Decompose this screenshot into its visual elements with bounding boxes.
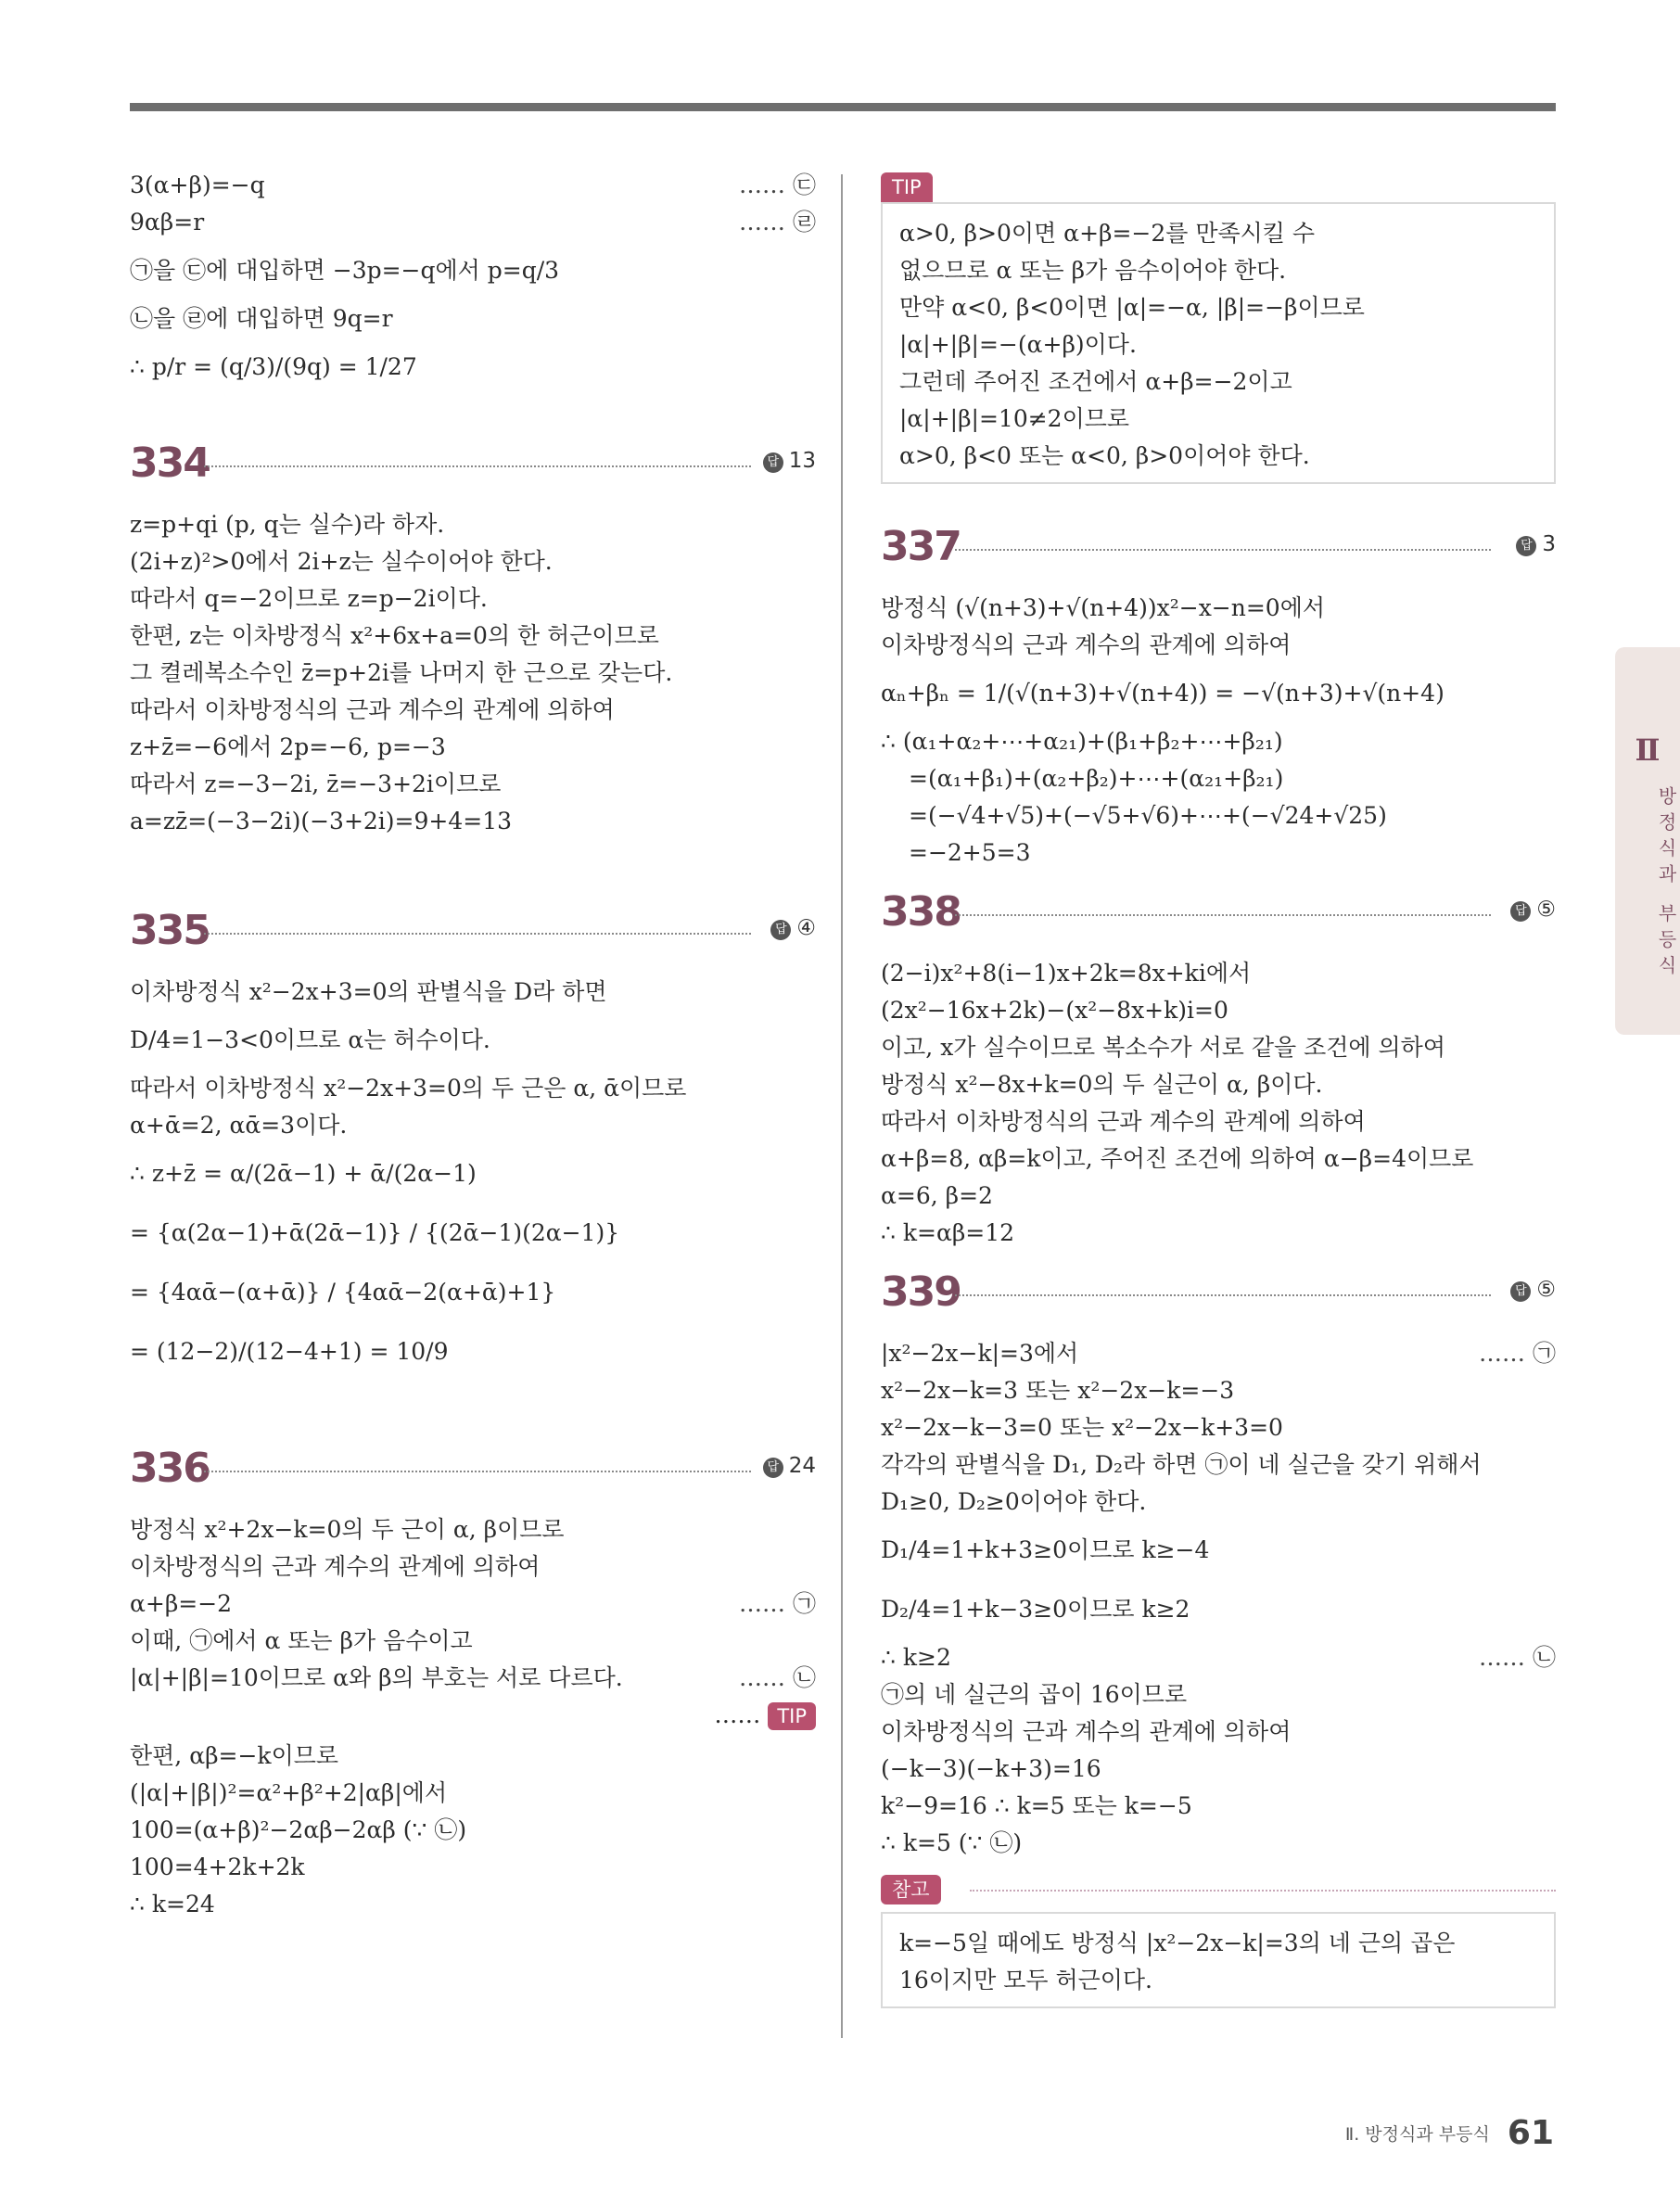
problem-header-336 bbox=[130, 1443, 816, 1495]
solution-line: x²−2x−k−3=0 또는 x²−2x−k+3=0 bbox=[881, 1414, 1283, 1441]
leader-dots bbox=[204, 933, 751, 935]
solution-line: z=p+qi (p, q는 실수)라 하자. bbox=[130, 511, 445, 538]
solution-line: D₂/4=1+k−3≥0이므로 k≥2 bbox=[881, 1596, 1190, 1623]
solution-line: ∴ k=αβ=12 bbox=[881, 1219, 1015, 1246]
solution-line: 이차방정식 x²−2x+3=0의 판별식을 D라 하면 bbox=[130, 978, 607, 1005]
intro-solution bbox=[130, 167, 816, 397]
leader-dots bbox=[955, 1294, 1491, 1296]
solution-line: 한편, αβ=−k이므로 bbox=[130, 1742, 339, 1769]
chapter-title-vertical: 방정식과 부등식 bbox=[1655, 786, 1677, 982]
intro-line: 3(α+β)=−q …… ㉢ bbox=[130, 167, 816, 204]
tip-block bbox=[881, 172, 1556, 484]
solution-line: αₙ+βₙ = 1/(√(n+3)+√(n+4)) = −√(n+3)+√(n+4) bbox=[881, 680, 1445, 707]
answer: 답 13 bbox=[763, 449, 816, 473]
solution-337 bbox=[881, 590, 1556, 872]
reference-header bbox=[881, 1875, 1556, 1906]
tip-line: α>0, β>0이면 α+β=−2를 만족시킬 수 bbox=[899, 220, 1316, 247]
solution-line: 방정식 x²−8x+k=0의 두 실근이 α, β이다. bbox=[881, 1071, 1323, 1098]
solution-339 bbox=[881, 1335, 1556, 1862]
solution-line: D₁≥0, D₂≥0이어야 한다. bbox=[881, 1488, 1147, 1515]
solution-line: 그 켤레복소수인 z̄=p+2i를 나머지 한 근으로 갖는다. bbox=[130, 659, 673, 686]
answer: 답 3 bbox=[1516, 532, 1556, 556]
answer-icon: 답 bbox=[1510, 1281, 1531, 1302]
solution-line: 각각의 판별식을 D₁, D₂라 하면 ㉠이 네 실근을 갖기 위해서 bbox=[881, 1451, 1482, 1478]
solution-line: |α|+|β|=10이므로 α와 β의 부호는 서로 다르다. …… ㉡ bbox=[130, 1660, 816, 1697]
circled-mark: …… ㉠ bbox=[739, 1590, 816, 1617]
problem-header-335 bbox=[130, 905, 816, 957]
solution-line: =(α₁+β₁)+(α₂+β₂)+⋯+(α₂₁+β₂₁) bbox=[909, 765, 1284, 792]
intro-line: ㉡을 ㉣에 대입하면 9q=r bbox=[130, 305, 393, 332]
solution-line: 방정식 (√(n+3)+√(n+4))x²−x−n=0에서 bbox=[881, 594, 1326, 621]
solution-line: α+β=8, αβ=k이고, 주어진 조건에 의하여 α−β=4이므로 bbox=[881, 1145, 1474, 1172]
solution-line: 100=4+2k+2k bbox=[130, 1853, 305, 1880]
solution-line: 한편, z는 이차방정식 x²+6x+a=0의 한 허근이므로 bbox=[130, 622, 659, 649]
problem-number: 335 bbox=[130, 907, 210, 954]
solution-line: (−k−3)(−k+3)=16 bbox=[881, 1755, 1101, 1782]
solution-line: 이차방정식의 근과 계수의 관계에 의하여 bbox=[130, 1553, 541, 1580]
solution-line: =−2+5=3 bbox=[909, 839, 1031, 866]
top-rule bbox=[130, 103, 1556, 111]
answer: 답 ④ bbox=[770, 916, 816, 940]
solution-line: α+ᾱ=2, αᾱ=3이다. bbox=[130, 1112, 348, 1139]
solution-line: z+z̄=−6에서 2p=−6, p=−3 bbox=[130, 733, 446, 760]
answer-icon: 답 bbox=[1510, 901, 1531, 922]
solution-line: 따라서 q=−2이므로 z=p−2i이다. bbox=[130, 585, 488, 612]
solution-line: 이차방정식의 근과 계수의 관계에 의하여 bbox=[881, 631, 1292, 658]
solution-line: ∴ k=5 (∵ ㉡) bbox=[881, 1829, 1023, 1856]
answer-icon: 답 bbox=[763, 452, 783, 473]
intro-line: ∴ p/r = (q/3)/(9q) = 1/27 bbox=[130, 353, 417, 380]
solution-line: 따라서 z=−3−2i, z̄=−3+2i이므로 bbox=[130, 771, 502, 797]
chapter-roman: Ⅱ bbox=[1635, 732, 1661, 768]
answer: 답 ⑤ bbox=[1510, 898, 1556, 922]
solution-line: ∴ k=24 bbox=[130, 1891, 215, 1917]
tip-line: 없으므로 α 또는 β가 음수이어야 한다. bbox=[899, 257, 1287, 284]
reference-block bbox=[881, 1875, 1556, 2008]
problem-number: 338 bbox=[881, 888, 961, 936]
solution-line: 100=(α+β)²−2αβ−2αβ (∵ ㉡) bbox=[130, 1816, 467, 1843]
tip-line: 그런데 주어진 조건에서 α+β=−2이고 bbox=[899, 368, 1292, 395]
leader-dots bbox=[204, 1471, 751, 1472]
solution-line: 따라서 이차방정식의 근과 계수의 관계에 의하여 bbox=[881, 1108, 1366, 1135]
chapter-side-tab bbox=[1615, 647, 1680, 1035]
tip-line: 만약 α<0, β<0이면 |α|=−α, |β|=−β이므로 bbox=[899, 294, 1365, 321]
solution-line: (2−i)x²+8(i−1)x+2k=8x+ki에서 bbox=[881, 960, 1252, 987]
reference-rule bbox=[970, 1890, 1556, 1892]
problem-header-338 bbox=[881, 886, 1556, 938]
intro-line: ㉠을 ㉢에 대입하면 −3p=−q에서 p=q/3 bbox=[130, 257, 560, 284]
solution-line: 이차방정식의 근과 계수의 관계에 의하여 bbox=[881, 1718, 1292, 1745]
answer-icon: 답 bbox=[1516, 536, 1536, 556]
circled-mark: …… ㉡ bbox=[739, 1664, 816, 1691]
tip-box bbox=[881, 202, 1556, 484]
answer: 답 ⑤ bbox=[1510, 1278, 1556, 1302]
solution-line: x²−2x−k=3 또는 x²−2x−k=−3 bbox=[881, 1377, 1235, 1404]
answer: 답 24 bbox=[763, 1454, 816, 1478]
tip-badge: TIP bbox=[768, 1702, 816, 1730]
solution-335 bbox=[130, 974, 816, 1382]
answer-icon: 답 bbox=[763, 1458, 783, 1478]
solution-line: 이고, x가 실수이므로 복소수가 서로 같을 조건에 의하여 bbox=[881, 1034, 1445, 1061]
tip-line: |α|+|β|=10≠2이므로 bbox=[899, 405, 1130, 432]
solution-line: 방정식 x²+2x−k=0의 두 근이 α, β이므로 bbox=[130, 1516, 565, 1543]
page-number: 61 bbox=[1507, 2114, 1554, 2152]
solution-line: D₁/4=1+k+3≥0이므로 k≥−4 bbox=[881, 1536, 1210, 1563]
solution-line: 이때, ㉠에서 α 또는 β가 음수이고 bbox=[130, 1627, 473, 1654]
solution-line: = {α(2α−1)+ᾱ(2ᾱ−1)} / {(2ᾱ−1)(2α−1)} bbox=[130, 1219, 620, 1246]
problem-number: 336 bbox=[130, 1445, 210, 1492]
solution-line: ∴ (α₁+α₂+⋯+α₂₁)+(β₁+β₂+⋯+β₂₁) bbox=[881, 728, 1283, 755]
solution-line: ㉠의 네 실근의 곱이 16이므로 bbox=[881, 1681, 1188, 1708]
solution-line: (2i+z)²>0에서 2i+z는 실수이어야 한다. bbox=[130, 548, 553, 575]
problem-header-337 bbox=[881, 521, 1556, 573]
solution-line: = (12−2)/(12−4+1) = 10/9 bbox=[130, 1338, 449, 1365]
solution-line: =(−√4+√5)+(−√5+√6)+⋯+(−√24+√25) bbox=[909, 802, 1387, 829]
solution-line: = {4αᾱ−(α+ᾱ)} / {4αᾱ−2(α+ᾱ)+1} bbox=[130, 1279, 556, 1306]
solution-line: D/4=1−3<0이므로 α는 허수이다. bbox=[130, 1026, 490, 1053]
page-footer bbox=[1345, 2114, 1554, 2152]
problem-header-334 bbox=[130, 438, 816, 490]
problem-number: 339 bbox=[881, 1268, 961, 1316]
problem-header-339 bbox=[881, 1267, 1556, 1318]
intro-line: 9αβ=r …… ㉣ bbox=[130, 204, 816, 241]
solution-336 bbox=[130, 1511, 816, 1923]
solution-line: ∴ z+z̄ = α/(2ᾱ−1) + ᾱ/(2α−1) bbox=[130, 1160, 477, 1187]
answer-icon: 답 bbox=[770, 920, 791, 940]
solution-line: (|α|+|β|)²=α²+β²+2|αβ|에서 bbox=[130, 1779, 448, 1806]
reference-line: 16이지만 모두 허근이다. bbox=[899, 1967, 1153, 1994]
solution-line: |x²−2x−k|=3에서 …… ㉠ bbox=[881, 1335, 1556, 1372]
reference-line: k=−5일 때에도 방정식 |x²−2x−k|=3의 네 근의 곱은 bbox=[899, 1930, 1456, 1956]
solution-line: α+β=−2 …… ㉠ bbox=[130, 1586, 816, 1623]
circled-mark: …… ㉠ bbox=[1479, 1340, 1556, 1367]
solution-line: ∴ k≥2 …… ㉡ bbox=[881, 1639, 1556, 1676]
tip-reference: …… TIP bbox=[130, 1697, 816, 1734]
circled-mark: …… ㉡ bbox=[1479, 1644, 1556, 1671]
solution-line: (2x²−16x+2k)−(x²−8x+k)i=0 bbox=[881, 997, 1228, 1024]
left-column bbox=[130, 167, 816, 1923]
reference-label: 참고 bbox=[881, 1875, 941, 1904]
leader-dots bbox=[204, 465, 751, 467]
solution-338 bbox=[881, 955, 1556, 1252]
solution-line: k²−9=16 ∴ k=5 또는 k=−5 bbox=[881, 1792, 1192, 1819]
column-divider bbox=[841, 174, 843, 2038]
solution-line: a=zz̄=(−3−2i)(−3+2i)=9+4=13 bbox=[130, 808, 513, 834]
leader-dots bbox=[955, 549, 1491, 551]
tip-line: |α|+|β|=−(α+β)이다. bbox=[899, 331, 1137, 358]
tip-line: α>0, β<0 또는 α<0, β>0이어야 한다. bbox=[899, 442, 1310, 469]
solution-line: α=6, β=2 bbox=[881, 1182, 993, 1209]
solution-line: 따라서 이차방정식의 근과 계수의 관계에 의하여 bbox=[130, 696, 615, 723]
circled-mark: …… ㉣ bbox=[739, 209, 816, 236]
right-column bbox=[881, 167, 1556, 2008]
circled-mark: …… ㉢ bbox=[739, 172, 816, 198]
reference-box bbox=[881, 1912, 1556, 2008]
problem-number: 337 bbox=[881, 523, 961, 570]
problem-number: 334 bbox=[130, 439, 210, 487]
tip-label: TIP bbox=[881, 172, 933, 202]
solution-line: 따라서 이차방정식 x²−2x+3=0의 두 근은 α, ᾱ이므로 bbox=[130, 1075, 687, 1102]
footer-chapter: Ⅱ. 방정식과 부등식 bbox=[1344, 2124, 1490, 2145]
solution-334 bbox=[130, 506, 816, 840]
leader-dots bbox=[955, 914, 1491, 916]
